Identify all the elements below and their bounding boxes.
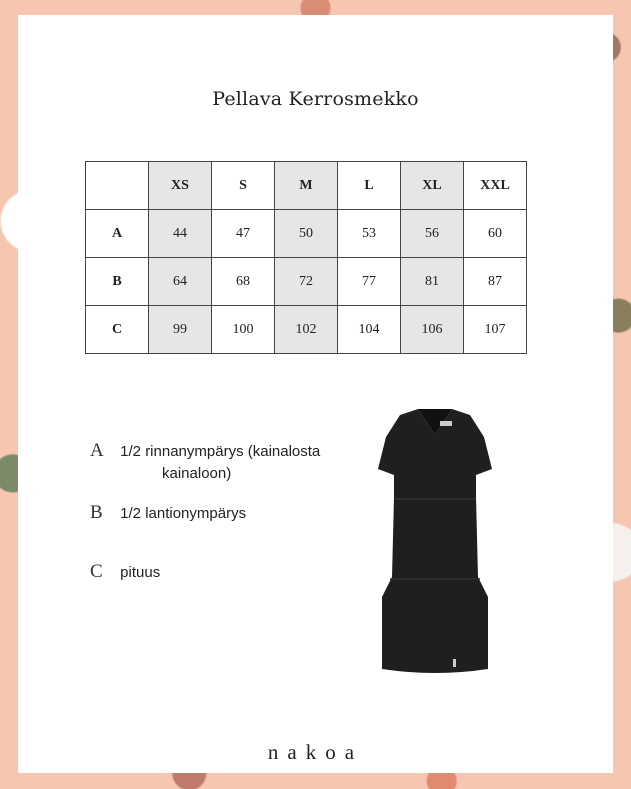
header-xl: XL [401,162,464,210]
cell: 68 [212,258,275,306]
row-label: C [86,306,149,354]
legend-letter: B [90,502,103,523]
cell: 64 [149,258,212,306]
cell: 50 [275,210,338,258]
cell: 56 [401,210,464,258]
cell: 87 [464,258,527,306]
legend-item-b [90,502,246,524]
legend-letter: A [90,440,104,461]
header-empty [86,162,149,210]
size-table [85,161,527,354]
row-label: B [86,258,149,306]
table-row [86,306,527,354]
legend-text: pituus [120,564,161,581]
header-m: M [275,162,338,210]
legend-item-a [90,440,320,482]
cell: 81 [401,258,464,306]
legend-item-c [90,561,160,583]
brand-logo: nakoa [267,740,364,764]
table-header-row [86,162,527,210]
table-row [86,210,527,258]
cell: 60 [464,210,527,258]
cell: 77 [338,258,401,306]
legend-text: 1/2 lantionympärys [120,505,247,522]
cell: 99 [149,306,212,354]
cell: 53 [338,210,401,258]
page-title: Pellava Kerrosmekko [212,88,419,110]
header-xxl: XXL [464,162,527,210]
header-s: S [212,162,275,210]
cell: 72 [275,258,338,306]
header-l: L [338,162,401,210]
legend-text: 1/2 rinnanympärys (kainalosta [120,443,321,460]
cell: 102 [275,306,338,354]
row-label: A [86,210,149,258]
legend-letter: C [90,561,103,582]
cell: 44 [149,210,212,258]
cell: 107 [464,306,527,354]
table-row [86,258,527,306]
cell: 100 [212,306,275,354]
legend-text-line2: kainaloon) [162,465,232,482]
cell: 47 [212,210,275,258]
dress-image [360,407,510,682]
size-chart-card [18,15,613,773]
cell: 106 [401,306,464,354]
cell: 104 [338,306,401,354]
header-xs: XS [149,162,212,210]
